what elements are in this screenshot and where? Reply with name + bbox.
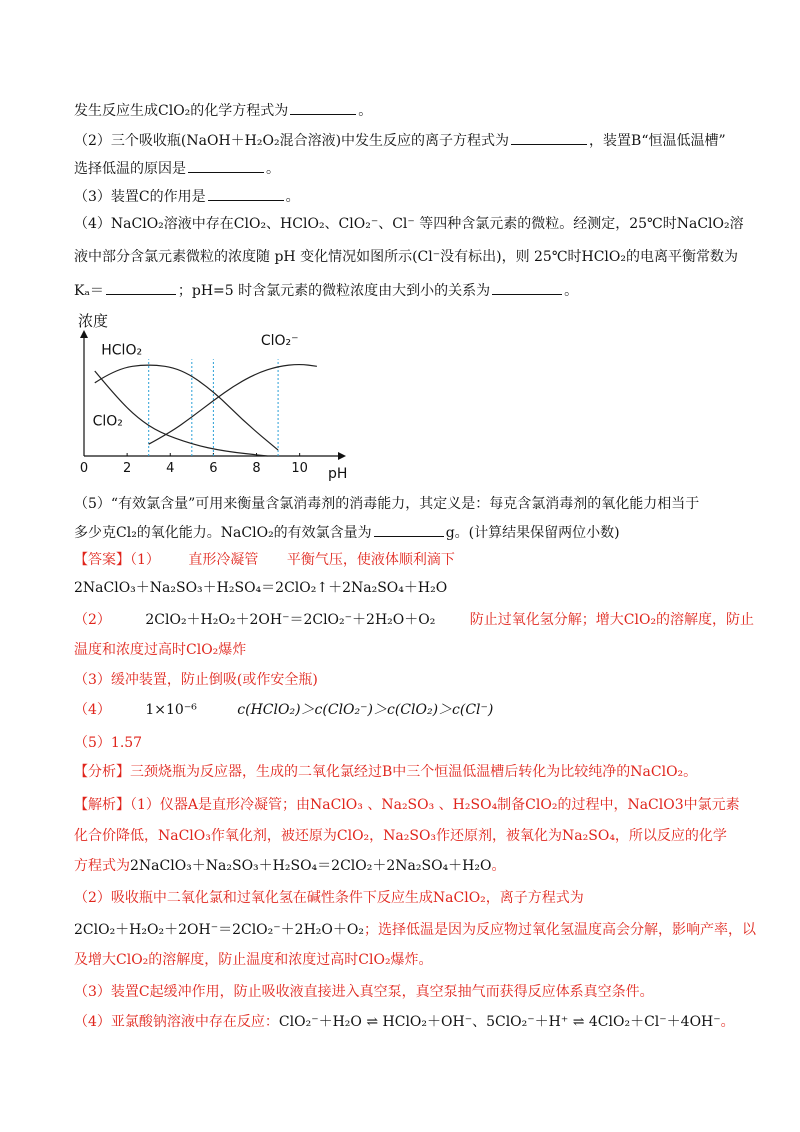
x-axis-label: pH — [328, 466, 348, 482]
x-tick-label: 2 — [122, 461, 132, 476]
answer-line-2b: 温度和浓度过高时ClO₂爆炸 — [74, 642, 247, 658]
explain-line-7: （3）装置C起缓冲作用，防止吸收液直接进入真空泵，真空泵抽气而获得反应体系真空条件。 — [74, 984, 654, 1000]
question-line-1: 发生反应生成ClO₂的化学方程式为 。 — [74, 100, 372, 121]
explain-line-1: 【解析】（1）仪器A是直形冷凝管；由NaClO₃ 、Na₂SO₃ 、H₂SO₄制备ClO₂的过程中，NaClO3中氯元素 — [74, 797, 740, 813]
explain-line-8: （4）亚氯酸钠溶液中存在反应：ClO₂⁻＋H₂O ⇌ HClO₂＋OH⁻、5ClO₂⁻＋H⁺ ⇌ 4ClO₂＋Cl⁻＋4OH⁻。 — [74, 1014, 735, 1030]
explain-line-6: 及增大ClO₂的溶解度，防止温度和浓度过高时ClO₂爆炸。 — [74, 952, 433, 968]
question-line-7: Kₐ＝ ；pH=5 时含氯元素的微粒浓度由大到小的关系为 。 — [74, 280, 578, 301]
series-label: ClO₂ — [92, 413, 123, 430]
series-label: HClO₂ — [101, 342, 143, 359]
question-line-8: （5）“有效氯含量”可用来衡量含氯消毒剂的消毒能力，其定义是：每克含氯消毒剂的氧化能力相当于 — [74, 496, 700, 512]
hclo2-curve — [92, 365, 278, 450]
question-line-9: 多少克Cl₂的氧化能力。NaClO₂的有效氯含量为 g。(计算结果保留两位小数) — [74, 522, 620, 543]
analysis-line: 【分析】三颈烧瓶为反应器，生成的二氧化氯经过B中三个恒温低温槽后转化为比较纯净的NaClO₂。 — [74, 764, 698, 780]
question-line-6: 液中部分含氯元素微粒的浓度随 pH 变化情况如图所示(Cl⁻没有标出)，则 25℃时HClO₂的电离平衡常数为 — [74, 249, 738, 265]
answer-equation-1: 2NaClO₃＋Na₂SO₃＋H₂SO₄＝2ClO₂↑＋2Na₂SO₄＋H₂O — [74, 580, 448, 596]
x-axis-arrow — [338, 452, 346, 460]
question-line-4: （3）装置C的作用是 。 — [74, 186, 300, 207]
series-label: ClO₂⁻ — [260, 333, 299, 350]
clo2-minus-curve — [149, 365, 317, 445]
answer-line-1: 【答案】（1） 直形冷凝管 平衡气压，使液体顺利滴下 — [74, 552, 455, 568]
x-tick-label: 8 — [252, 461, 261, 476]
x-tick-label: 0 — [79, 461, 89, 476]
answer-line-2: （2） 2ClO₂＋H₂O₂＋2OH⁻＝2ClO₂⁻＋2H₂O＋O₂ 防止过氧化氢分解；增大ClO₂的溶解度，防止 — [74, 612, 755, 628]
answer-line-5: （5）1.57 — [74, 735, 143, 751]
explain-line-4: （2）吸收瓶中二氧化氯和过氧化氢在碱性条件下反应生成NaClO₂，离子方程式为 — [74, 890, 584, 906]
question-line-3: 选择低温的原因是 。 — [74, 158, 280, 179]
question-line-5: （4）NaClO₂溶液中存在ClO₂、HClO₂、ClO₂⁻、Cl⁻ 等四种含氯元素的微粒。经测定，25℃时NaClO₂溶 — [74, 216, 744, 232]
explain-line-3: 方程式为2NaClO₃＋Na₂SO₃＋H₂SO₄＝2ClO₂＋2Na₂SO₄＋H₂O。 — [74, 858, 506, 874]
x-tick-label: 10 — [291, 461, 308, 476]
question-line-2: （2）三个吸收瓶(NaOH＋H₂O₂混合溶液)中发生反应的离子方程式为 ，装置B“恒温低温槽” — [74, 130, 726, 151]
x-tick-label: 6 — [209, 461, 218, 476]
y-axis-arrow — [80, 330, 88, 338]
answer-line-3: （3）缓冲装置，防止倒吸(或作安全瓶) — [74, 672, 318, 688]
explain-line-2: 化合价降低，NaClO₃作氧化剂，被还原为ClO₂，Na₂SO₃作还原剂，被氧化为Na₂SO₄，所以反应的化学 — [74, 828, 727, 844]
concentration-ph-chart — [70, 306, 360, 482]
answer-line-4: （4） 1×10⁻⁶ c(HClO₂)＞c(ClO₂⁻)＞c(ClO₂)＞c(Cl⁻) — [74, 702, 494, 718]
x-tick-label: 4 — [166, 461, 175, 476]
explain-line-5: 2ClO₂＋H₂O₂＋2OH⁻＝2ClO₂⁻＋2H₂O＋O₂；选择低温是因为反应物过氧化氢温度高会分解，影响产率，以 — [74, 922, 756, 938]
y-axis-label: 浓度 — [78, 312, 109, 330]
